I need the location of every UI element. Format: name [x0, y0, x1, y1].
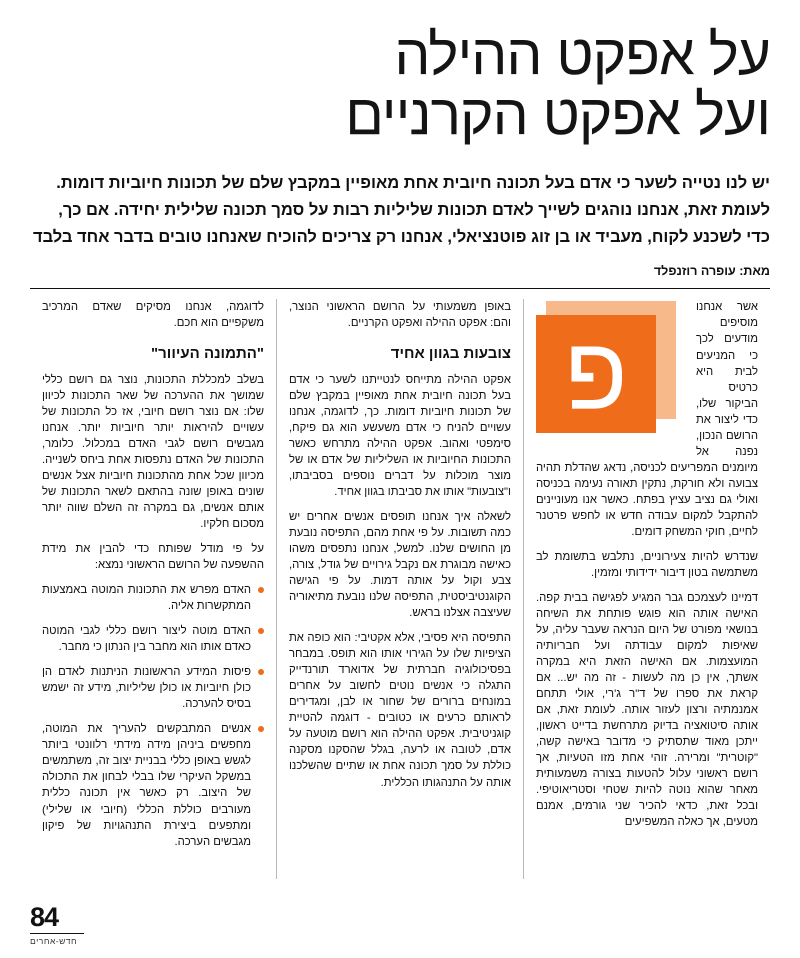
headline-line-2: ועל אפקט הקרניים — [345, 83, 770, 148]
paragraph: שנדרש להיות צעירוניים, נתלבש בתשומת לב משתמשה בטון דיבור ידידותי ומזמין. — [536, 550, 758, 579]
page-title — [30, 23, 770, 148]
column-right — [524, 299, 770, 879]
dropcap-letter: פ — [564, 316, 628, 433]
dropcap-block — [536, 299, 758, 539]
byline: מאת: עופרה רוזנפלד — [653, 264, 770, 279]
paragraph: לשאלה איך אנחנו תופסים אנשים אחרים יש כמה תשובות. על פי אחת מהם, התפיסה נובעת מן החושים שלנו. למשל, אנחנו נתפסים משהו כאישה מבוגרת אם נקבל גירויים של גודל, צורה, צבע וקול על אותה דמות. על פי הגישה הקוגנטיביסטית, התפיסה שלנו נובעת מתיאוריה שעיצבה אצלנו בראש. — [289, 511, 511, 620]
section-subhead: צובעות בגוון אחיד — [390, 345, 511, 363]
bullet-list — [42, 582, 264, 849]
paragraph: אשר אנחנו מוסיפים מודעים לכך כי המניעים לבית היא כרטיס הביקור שלו, כדי ליצור את הרושם הנכון, נפנה אל מיומנים המפריעים לכניסה, נדאג שהדלת תהיה צבועה ולא חורקת, נתקין תאורה נעימה בכניסה ואולי גם נציב עציץ בפתח. כאשר אנו מעוניינים להתקבל למקום עבודה חדש או לחפש פרטנר לחיים, חוקי המשחק דומים. — [536, 301, 758, 538]
paragraph: דמיינו לעצמכם גבר המגיע לפגישה בבית קפה. האישה אותה הוא פוגש פותחת את השיחה בנושאי מפורט של היום הנראה שעבר עליה, על שאיפות למקום עבודתה ועל חבריותיה המועצמות. אם האישה הזאת היא במקרה אשתך, אין כן מה לעשות - זה מה יש... אם קראת את ספרו של ד"ר ג'רי, אולי תתחם אמנמתיה ורצון לעזור אותה. לעומת זאת, אם אותה סיטואציה בדיוק מתרחשת בדייט ראשון, ייתכן מאוד שתסתיק כי מדובר באישה קשה, "קוטרית" ומרירה. זוהי אחת מזו הטעיות, אך רושם ראשוני עלול להטעות בצורה משמעותית מאחר שהוא נוטה להיות שטחי וסטריאוטיפי. ובכל זאת, כדאי להכיר שני גורמים, אמנם מטעים, אך כאלה המשפיעים — [536, 591, 758, 829]
page-number: 84 — [30, 902, 59, 932]
footer-divider — [30, 933, 84, 934]
dropcap-art — [536, 301, 688, 447]
paragraph: בשלב למכללת התכונות, נוצר גם רושם כללי שמושך את ההערכה של שאר התכונות לכיוון שלו: אם נוצר רושם חיובי, אז כל התכונות של עשויים להיראות יותר חיוביות יותר. אנחנו מגבשים רושם לגבי האדם במכלול. כלומר, התכונות של האדם נתפסות אחת ביחס לשנייה. מכיוון שכל אחת מהתכונות חיוביות אצל אנשים שונים באופן שונה בהתאם לשאר התכונות של אותם אנשים, גם במקרה זה השלם שווה יותר מסכום חלקיו. — [42, 373, 264, 531]
list-item: האדם מפרש את התכונות המוטה באמצעות המתקשרות אליה. — [42, 582, 264, 614]
deck-line-2: לעומת זאת, אנחנו נוהגים לשייך לאדם תכונות שליליות רבות על סמך תכונה שלילית יחידה. אם כך, — [58, 200, 770, 219]
list-item: האדם מוטה ליצור רושם כללי לגבי המוטה כאדם אותו הוא מחבר בין הנתון כי מחבר. — [42, 623, 264, 655]
article-columns — [30, 299, 770, 879]
paragraph: לדוגמה, אנחנו מסיקים שאדם המרכיב משקפיים הוא חכם. — [42, 301, 264, 330]
article-deck — [30, 170, 770, 250]
paragraph: אפקט ההילה מתייחס לנטייתנו לשער כי אדם בעל תכונה חיובית אחת מאופיין במקבץ שלם של תכונות חיוביות דומות. כך, לדוגמה, אנחנו עשויים להניח כי אדם משעשע הוא גם פיקח, סימפטי ואהוב. אפקט ההילה מתרחש כאשר התכונות החיוביות או השליליות של אדם או של מוצר מוכלות על דברים נוספים בסביבתו, ו"צובעות" אותו את סביבתו בגוון אחיד. — [289, 373, 511, 498]
deck-line-3: כדי לשכנע לקוח, מעביד או בן זוג פוטנציאלי, אנחנו רק צריכים להוכיח שאנחנו טובים בדבר אחד בלבד — [32, 227, 770, 246]
paragraph: באופן משמעותי על הרושם הראשוני הנוצר, והם: אפקט ההילה ואפקט הקרניים. — [289, 301, 511, 330]
list-item: פיסות המידע הראשונות הניתנות לאדם הן כולן חיוביות או כולן שליליות, מידע זה ישמש בסיס להערכה. — [42, 664, 264, 712]
footer-label: חדש-אחרים — [30, 936, 78, 946]
section-subhead: "התמונה העיוור" — [151, 345, 264, 363]
deck-line-1: יש לנו נטייה לשער כי אדם בעל תכונה חיובית אחת מאופיין במקבץ שלם של תכונות חיוביות דומות. — [56, 174, 770, 193]
paragraph: התפיסה היא פסיבי, אלא אקטיבי: הוא כופה את הציפיות שלו על הגירוי אותו הוא תופס. במבחר בפסיכולוגיה חברתית של אדוארד תורנדייק התגלה כי אנשים נוטים לחשוב על אחרים במונחים ברורים של שחור או לבן, ומגדירים לראותם כרעים או כטובים - דוגמה להטיית קוגניטיבית. אפקט ההילה הוא רושם מוטעה על אדם, לטובה או לרעה, בגלל שהסקנו מסקנה כוללת על סמך תכונה אחת או שתיים שהשלכנו אותה על התנהגותו הכללית. — [289, 632, 511, 789]
header-divider — [30, 288, 770, 289]
paragraph: על פי מודל שפותח כדי להבין את מידת ההשפעה של הרושם הראשוני נמצא: — [42, 543, 264, 572]
column-left — [30, 299, 277, 879]
list-item: אנשים המתבקשים להעריך את המוטה, מחפשים ביניהן מידה מידתי רלוונטי ביותר לגשש באופן כללי בבניית יצוב זה, משתמשים במשקל העיקרי שלו בבלי לבחון את התכולה של היצוב. רק כאשר אין תכונה כללית מעורבים כוללת הכללי (חיובי או שלילי) ומתפעים ביצירת התנהגויות של פיקון מגבשים הערכה. — [42, 721, 264, 849]
page-footer — [30, 904, 84, 946]
headline-line-1: על אפקט ההילה — [394, 23, 770, 87]
column-middle — [277, 299, 524, 879]
